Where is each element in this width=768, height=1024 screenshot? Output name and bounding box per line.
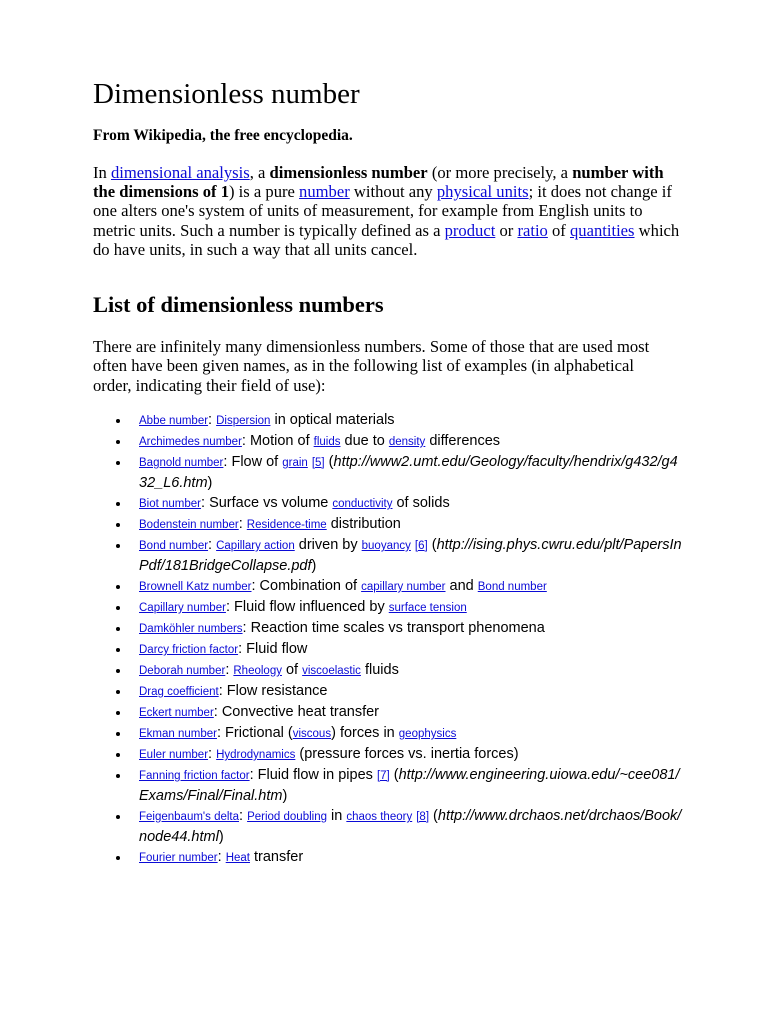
item-text: ) bbox=[282, 788, 288, 804]
item-url: http://www.drchaos.net/drchaos/Book/node44.html bbox=[139, 808, 682, 845]
item-text: driven by bbox=[294, 537, 362, 553]
intro-text: ) is a pure bbox=[229, 182, 300, 202]
item-text: ( bbox=[429, 808, 438, 824]
list-item bbox=[112, 452, 682, 493]
intro-text: which do have units, in such a way that all units cancel. bbox=[93, 220, 680, 259]
item-text: : Motion of bbox=[241, 433, 314, 449]
item-link[interactable]: viscoelastic bbox=[302, 665, 361, 677]
item-text: : Convective heat transfer bbox=[213, 704, 380, 720]
intro-text: In bbox=[93, 163, 111, 182]
item-text: : Flow of bbox=[223, 454, 283, 470]
list-item bbox=[112, 806, 682, 847]
intro-text: of bbox=[547, 220, 570, 240]
link-dimensional-analysis[interactable]: dimensional analysis bbox=[110, 163, 250, 182]
item-text: (pressure forces vs. inertia forces) bbox=[295, 746, 519, 762]
item-text: and bbox=[445, 578, 478, 594]
item-link[interactable]: geophysics bbox=[398, 728, 457, 740]
item-name-link[interactable]: Brownell Katz number bbox=[139, 581, 252, 593]
item-link[interactable]: buoyancy bbox=[361, 540, 411, 552]
page-subtitle: From Wikipedia, the free encyclopedia. bbox=[93, 127, 353, 144]
list-item bbox=[112, 514, 682, 535]
list-item bbox=[112, 744, 682, 765]
item-name-link[interactable]: Eckert number bbox=[139, 707, 214, 719]
item-link[interactable]: chaos theory bbox=[346, 811, 413, 823]
item-text: ) bbox=[207, 475, 213, 491]
item-text: : Frictional ( bbox=[216, 725, 293, 741]
item-text: : bbox=[217, 849, 226, 865]
item-name-link[interactable]: Ekman number bbox=[139, 728, 217, 740]
link-ratio[interactable]: ratio bbox=[517, 220, 548, 240]
item-url: http://ising.phys.cwru.edu/plt/PapersInPdf/181BridgeCollapse.pdf bbox=[139, 537, 682, 574]
intro-text: , a bbox=[249, 163, 270, 182]
item-text: : bbox=[208, 412, 217, 428]
list-item bbox=[112, 681, 682, 702]
item-link[interactable]: [5] bbox=[311, 457, 325, 469]
list-item bbox=[112, 702, 682, 723]
item-name-link[interactable]: Archimedes number bbox=[139, 436, 242, 448]
item-link[interactable]: [8] bbox=[416, 811, 430, 823]
item-text: : bbox=[238, 516, 247, 532]
list-item bbox=[112, 597, 682, 618]
item-link[interactable]: Bond number bbox=[477, 581, 547, 593]
item-name-link[interactable]: Drag coefficient bbox=[139, 686, 219, 698]
item-name-link[interactable]: Biot number bbox=[139, 498, 202, 510]
item-name-link[interactable]: Darcy friction factor bbox=[139, 644, 239, 656]
section-paragraph: There are infinitely many dimensionless numbers. Some of those that are used most often have been given names, as in the following list of examples (in alphabetical order, indicating their field of use): bbox=[93, 337, 650, 395]
item-name-link[interactable]: Fanning friction factor bbox=[139, 770, 250, 782]
item-text: due to bbox=[340, 433, 389, 449]
item-name-link[interactable]: Bodenstein number bbox=[139, 519, 239, 531]
link-product[interactable]: product bbox=[444, 220, 496, 240]
item-name-link[interactable]: Bond number bbox=[139, 540, 209, 552]
item-link[interactable]: Hydrodynamics bbox=[216, 749, 296, 761]
intro-text: (or more precisely, a bbox=[427, 163, 573, 182]
list-item bbox=[112, 765, 682, 806]
item-text: in optical materials bbox=[270, 412, 395, 428]
list-item bbox=[112, 410, 682, 431]
item-text: fluids bbox=[360, 662, 399, 678]
item-link[interactable]: surface tension bbox=[388, 602, 467, 614]
item-link[interactable]: viscous bbox=[292, 728, 332, 740]
item-text: in bbox=[327, 808, 347, 824]
item-url: http://www.engineering.uiowa.edu/~cee081/Exams/Final/Final.htm bbox=[139, 767, 680, 804]
page-title: Dimensionless number bbox=[93, 78, 360, 110]
item-text: ) bbox=[218, 829, 224, 845]
bold-dimensionless-number: dimensionless number bbox=[269, 163, 428, 182]
item-url: http://www2.umt.edu/Geology/faculty/hendrix/g432/g432_L6.htm bbox=[139, 454, 678, 491]
item-text: of solids bbox=[392, 495, 450, 511]
item-name-link[interactable]: Fourier number bbox=[139, 852, 218, 864]
item-link[interactable]: [7] bbox=[376, 770, 390, 782]
item-text: : Fluid flow influenced by bbox=[225, 599, 389, 615]
item-text: : bbox=[225, 662, 234, 678]
dimensionless-number-list bbox=[112, 410, 682, 868]
intro-text: without any bbox=[349, 182, 437, 202]
list-item bbox=[112, 660, 682, 681]
item-link[interactable]: [6] bbox=[414, 540, 428, 552]
item-link[interactable]: fluids bbox=[313, 436, 341, 448]
item-link[interactable]: Dispersion bbox=[216, 415, 271, 427]
item-text: : Fluid flow bbox=[238, 641, 308, 657]
item-name-link[interactable]: Deborah number bbox=[139, 665, 226, 677]
item-text: : Combination of bbox=[251, 578, 362, 594]
item-name-link[interactable]: Euler number bbox=[139, 749, 209, 761]
item-link[interactable]: grain bbox=[282, 457, 308, 469]
item-text: : bbox=[239, 808, 248, 824]
item-link[interactable]: conductivity bbox=[332, 498, 393, 510]
list-item bbox=[112, 723, 682, 744]
item-text: : Reaction time scales vs transport phenomena bbox=[242, 620, 545, 636]
item-link[interactable]: Residence-time bbox=[246, 519, 327, 531]
item-text: of bbox=[281, 662, 303, 678]
item-name-link[interactable]: Bagnold number bbox=[139, 457, 224, 469]
item-text: distribution bbox=[326, 516, 401, 532]
item-name-link[interactable]: Abbe number bbox=[139, 415, 209, 427]
item-name-link[interactable]: Capillary number bbox=[139, 602, 226, 614]
item-text: ( bbox=[427, 537, 437, 553]
item-text: : Surface vs volume bbox=[201, 495, 333, 511]
item-text: ) forces in bbox=[331, 725, 399, 741]
item-name-link[interactable]: Feigenbaum's delta bbox=[139, 811, 240, 823]
item-link[interactable]: Rheology bbox=[233, 665, 282, 677]
item-link[interactable]: Period doubling bbox=[247, 811, 327, 823]
item-link[interactable]: Heat bbox=[225, 852, 250, 864]
item-text: ) bbox=[311, 558, 317, 574]
intro-text: ; it does not change if one alters one's system of units of measurement, for example from English units to metric units. Such a number is typically defined as a bbox=[93, 182, 672, 240]
intro-paragraph bbox=[93, 163, 683, 259]
item-text: : bbox=[208, 537, 217, 553]
item-link[interactable]: capillary number bbox=[361, 581, 446, 593]
section-heading: List of dimensionless numbers bbox=[93, 292, 384, 317]
link-quantities[interactable]: quantities bbox=[569, 220, 635, 240]
item-text: ( bbox=[324, 454, 334, 470]
link-number[interactable]: number bbox=[299, 182, 350, 202]
list-item bbox=[112, 431, 682, 452]
list-item bbox=[112, 576, 682, 597]
link-physical-units[interactable]: physical units bbox=[436, 182, 529, 202]
item-text: : Fluid flow in pipes bbox=[249, 767, 377, 783]
list-item bbox=[112, 847, 682, 868]
item-text: ( bbox=[389, 767, 399, 783]
item-text: differences bbox=[425, 433, 501, 449]
item-link[interactable]: Capillary action bbox=[216, 540, 295, 552]
list-item bbox=[112, 618, 682, 639]
bold-number-with-dimensions: number with the dimensions of 1 bbox=[93, 163, 664, 202]
item-text: transfer bbox=[249, 849, 304, 865]
item-text: : bbox=[208, 746, 217, 762]
list-item bbox=[112, 639, 682, 660]
list-item bbox=[112, 535, 682, 576]
item-name-link[interactable]: Damköhler numbers bbox=[139, 623, 243, 635]
intro-text: or bbox=[495, 220, 518, 240]
list-item bbox=[112, 493, 682, 514]
item-text: : Flow resistance bbox=[218, 683, 328, 699]
item-link[interactable]: density bbox=[388, 436, 426, 448]
